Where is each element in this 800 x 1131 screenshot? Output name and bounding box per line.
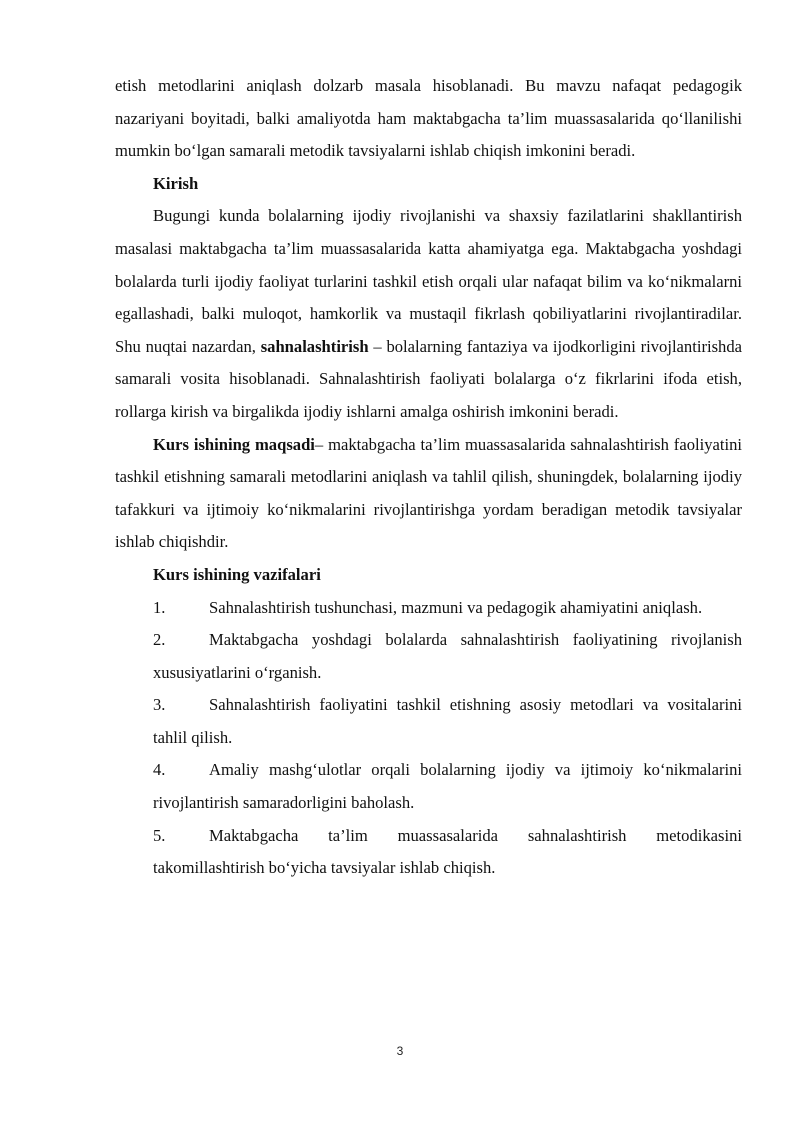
task-text: Amaliy mashg‘ulotlar orqali bolalarning ijodiy va ijtimoiy ko‘nikmalarini rivojlantirish samaradorligini baholash. bbox=[153, 760, 742, 813]
task-number: 4. bbox=[153, 760, 166, 780]
paragraph-maqsad bbox=[115, 429, 742, 559]
task-item-1 bbox=[115, 592, 742, 625]
task-number: 3. bbox=[153, 695, 166, 715]
task-number: 1. bbox=[153, 597, 166, 617]
task-number: 5. bbox=[153, 825, 166, 845]
paragraph-kirish-text-b: – bolalarning fantaziya va ijodkorligini rivojlantirishda samarali vosita hisoblanadi. Sahnalashtirish faoliyati bolalarga o‘z fikrlarini ifoda etish, rollarga kirish va birgalikda ijodiy ishlarni amalga oshirish imkonini beradi. bbox=[115, 336, 742, 421]
term-sahnalashtirish: sahnalashtirish bbox=[260, 336, 369, 356]
task-number: 2. bbox=[153, 630, 166, 650]
task-item-2 bbox=[115, 624, 742, 689]
task-text: Maktabgacha ta’lim muassasalarida sahnalashtirish metodikasini takomillashtirish bo‘yicha tavsiyalar ishlab chiqish. bbox=[153, 825, 742, 878]
task-item-5 bbox=[115, 820, 742, 885]
paragraph-intro: etish metodlarini aniqlash dolzarb masala hisoblanadi. Bu mavzu nafaqat pedagogik nazariyani boyitadi, balki amaliyotda ham maktabgacha ta’lim muassasalarida qo‘llanilishi mumkin bo‘lgan samarali metodik tavsiyalarni ishlab chiqish imkonini beradi. bbox=[115, 76, 742, 161]
heading-vazifalar: Kurs ishining vazifalari bbox=[153, 564, 321, 584]
heading-kirish: Kirish bbox=[153, 173, 199, 193]
task-item-4 bbox=[115, 754, 742, 819]
task-text: Maktabgacha yoshdagi bolalarda sahnalashtirish faoliyatining rivojlanish xususiyatlarini o‘rganish. bbox=[153, 630, 742, 682]
task-text: Sahnalashtirish tushunchasi, mazmuni va pedagogik ahamiyatini aniqlash. bbox=[209, 597, 703, 617]
task-text: Sahnalashtirish faoliyatini tashkil etishning asosiy metodlari va vositalarini tahlil qilish. bbox=[153, 695, 742, 747]
document-page bbox=[115, 70, 742, 885]
maqsad-text: – maktabgacha ta’lim muassasalarida sahnalashtirish faoliyatini tashkil etishning samarali metodlarini aniqlash va tahlil qilish, shuningdek, bolalarning ijodiy tafakkuri va ijtimoiy ko‘nikmalarini rivojlantirishga yordam beradigan metodik tavsiyalar ishlab chiqishdir. bbox=[115, 434, 743, 552]
maqsad-label: Kurs ishining maqsadi bbox=[153, 434, 315, 454]
paragraph-kirish-text-a: Bugungi kunda bolalarning ijodiy rivojlanishi va shaxsiy fazilatlarini shakllantirish masalasi maktabgacha ta’lim muassasalarida katta ahamiyatga ega. Maktabgacha yoshdagi bolalarda turli ijodiy faoliyat turlarini tashkil etish orqali ular nafaqat bilim va ko‘nikmalarni egallashadi, balki muloqot, hamkorlik va mustaqil fikrlash qobiliyatlarini rivojlantiradilar. Shu nuqtai nazardan, bbox=[115, 206, 742, 356]
page-number: 3 bbox=[396, 1044, 404, 1058]
task-item-3 bbox=[115, 689, 742, 754]
paragraph-kirish bbox=[115, 200, 742, 428]
